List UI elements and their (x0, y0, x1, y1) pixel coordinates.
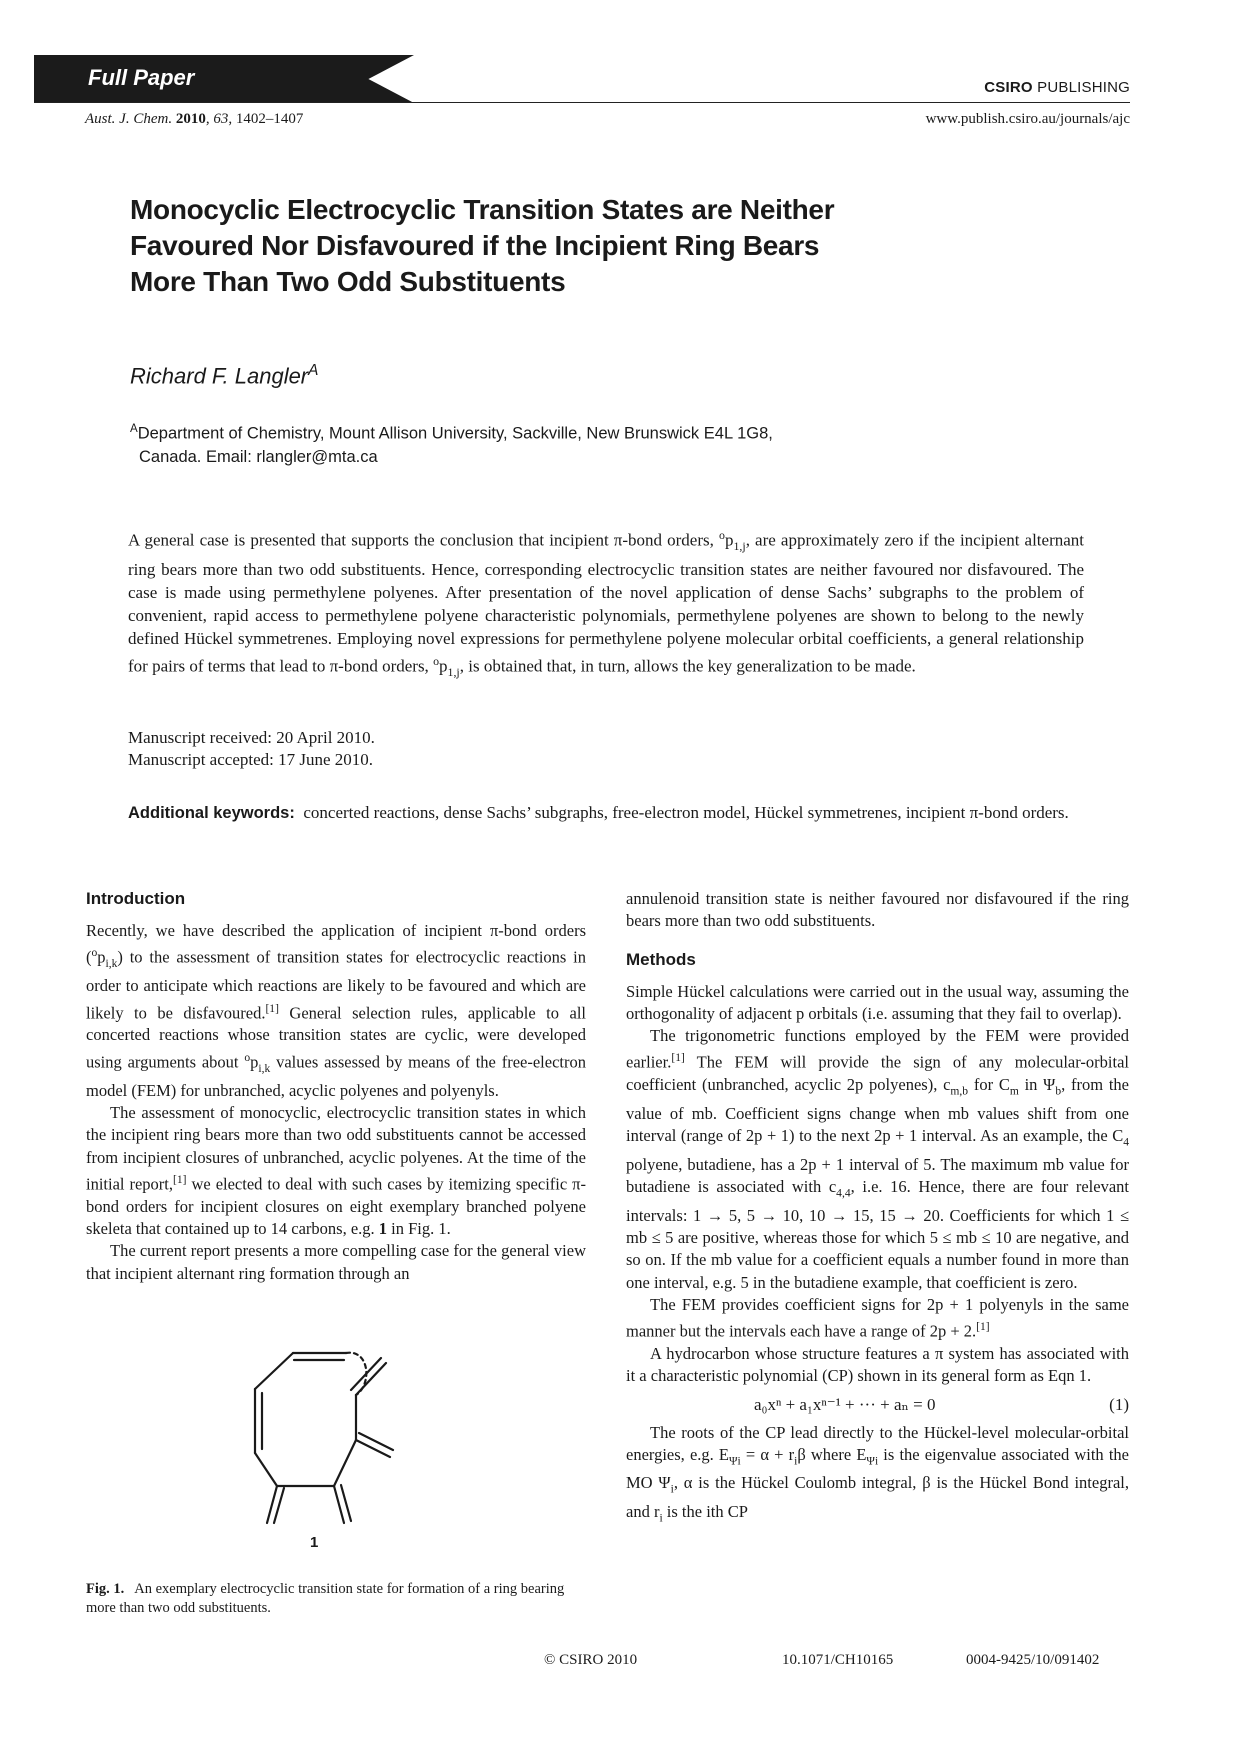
bond (359, 1433, 393, 1450)
text: The FEM provides coefficient signs for 2p + 1 polyenyls in the same manner but the intervals each have a range of 2p + 2. (626, 1294, 1129, 1341)
accepted-date: Manuscript accepted: 17 June 2010. (128, 750, 374, 769)
methods-heading: Methods (626, 949, 696, 969)
spacer (626, 933, 1129, 949)
text: ) to the assessment of transition states for electrocyclic reactions in order to anticipate which reactions are likely to be favoured and which are likely to be disfavoured. (86, 947, 586, 1023)
symbol-sup: o (719, 528, 725, 542)
text: values assessed by means of the free-electron model (FEM) for unbranched, acyclic polyenes and polyenyls. (86, 1052, 586, 1100)
text: is the ith CP (662, 1502, 748, 1522)
subscript: m (1009, 1085, 1019, 1098)
keywords-label: Additional keywords: (128, 804, 295, 822)
subscript: b (1055, 1085, 1062, 1098)
journal-citation: Aust. J. Chem. 2010, 63, 1402–1407 (85, 111, 304, 127)
subscript: i (670, 1483, 674, 1496)
footer-issn: 0004-9425/10/091402 (966, 1652, 1100, 1668)
symbol-sub: i,k (258, 1062, 271, 1075)
author-mark: A (308, 362, 319, 379)
figure-caption (86, 1580, 586, 1618)
title-line: Favoured Nor Disfavoured if the Incipient Ring Bears (130, 230, 820, 261)
article-title (130, 192, 890, 300)
left-column (86, 888, 586, 1285)
keywords-text: concerted reactions, dense Sachs’ subgraphs, free-electron model, Hückel symmetrenes, incipient π-bond orders. (303, 803, 1069, 822)
author-name (130, 362, 318, 389)
journal-volume: 63 (213, 111, 229, 127)
symbol-sub: 1,j (447, 665, 460, 680)
footer-copyright: © CSIRO 2010 (544, 1652, 638, 1668)
text: , α is the Hückel Coulomb integral, β is the Hückel Bond integral, and r (626, 1473, 1129, 1522)
text: in Ψ (1018, 1075, 1056, 1095)
affiliation-line: Canada. Email: rlangler@mta.ca (139, 447, 378, 466)
figure-1-structure (250, 1345, 420, 1525)
text: we elected to deal with such cases by itemizing specific π-bond orders for incipient closures on eight exemplary branched polyene skeleta that contained up to 14 carbons, e.g. (86, 1174, 586, 1239)
symbol-p: p (724, 530, 734, 550)
affiliation-mark: A (130, 423, 138, 435)
compound-ref: 1 (378, 1219, 388, 1239)
keywords (128, 801, 1086, 825)
symbol-sup: o (433, 654, 440, 669)
equation-expression: a₀xⁿ + a₁xⁿ⁻¹ + ··· + aₙ = 0 (754, 1394, 936, 1414)
paper-type-label: Full Paper (88, 65, 195, 90)
text: , i.e. 16. Hence, there are four relevant intervals: 1 → 5, 5 → 10, 10 → 15, 15 → 20. Coefficients for which 1 ≤ mb ≤ 5 are positive, whereas those for which 5 ≤ mb ≤ 10 are negative, and so on. If the mb value for a coefficient equals a number found in more than one interval, e.g. 5 in the butadiene example, that coefficient is zero. (626, 1177, 1129, 1292)
text: The assessment of monocyclic, electrocyclic transition states in which the incipient ring bears more than two odd substituents cannot be accessed from incipient closures of unbranched, acyclic polyenes. At the time of the initial report, (86, 1103, 586, 1194)
subscript: i (659, 1512, 663, 1525)
equation-number: (1) (1109, 1394, 1129, 1414)
text: , from the value of mb. Coefficient signs change when mb values shift from one interval (range of 2p + 1) to the next 2p + 1 interval. As an example, the C (626, 1075, 1130, 1146)
paragraph (626, 1294, 1129, 1343)
journal-name: Aust. J. Chem. (85, 111, 173, 127)
text: in Fig. 1. (387, 1219, 451, 1239)
forming-bond (346, 1353, 366, 1395)
paragraph (86, 1102, 586, 1240)
subscript: i (794, 1455, 798, 1468)
publisher-rest: PUBLISHING (1032, 79, 1130, 96)
symbol-sup: o (244, 1051, 251, 1064)
compound-label: 1 (310, 1534, 319, 1551)
publisher-bold: CSIRO (984, 79, 1033, 96)
paragraph (86, 920, 586, 1102)
paragraph (626, 1025, 1129, 1294)
subscript: 4,4 (836, 1187, 851, 1200)
abstract-text: , are approximately zero if the incipient alternant ring bears more than two odd substituents. Hence, corresponding electrocyclic transition states are neither favoured nor disfavoured. The case is made using permethylene polyenes. After presentation of the novel application of dense Sachs’ subgraphs to the problem of convenient, rapid access to permethylene polyene characteristic polynomials, permethylene polyenes are shown to belong to the newly defined Hückel symmetrenes. Employing novel expressions for permethylene polyene molecular orbital coefficients, a general relationship for pairs of terms that lead to π-bond orders, (128, 530, 1084, 676)
publisher-name (984, 79, 1130, 96)
text: for C (968, 1075, 1010, 1095)
introduction-heading: Introduction (86, 889, 186, 908)
text: General selection rules, applicable to all concerted reactions whose transition states are cyclic, were developed using arguments about (86, 1003, 586, 1072)
journal-url[interactable]: www.publish.csiro.au/journals/ajc (925, 111, 1130, 127)
text: The FEM will provide the sign of any molecular-orbital coefficient (unbranched, acyclic 2p polyenes), c (626, 1052, 1129, 1095)
paragraph: annulenoid transition state is neither favoured nor disfavoured if the ring bears more than two odd substituents. (626, 889, 1129, 931)
symbol-p: p (439, 656, 448, 676)
header-rule (34, 102, 1130, 103)
journal-year: 2010 (175, 111, 206, 127)
abstract-text: , is obtained that, in turn, allows the key generalization to be made. (459, 656, 916, 676)
subscript: m,b (950, 1085, 969, 1098)
text: = α + r (740, 1444, 795, 1464)
equation-1 (626, 1388, 1129, 1422)
symbol-sub: 1,j (733, 539, 746, 554)
symbol-p: p (97, 947, 106, 967)
text: is the eigenvalue associated with the MO Ψ (626, 1444, 1129, 1493)
journal-pages: 1402–1407 (235, 111, 304, 127)
reference-link[interactable]: [1] (265, 1002, 279, 1015)
reference-link[interactable]: [1] (976, 1321, 990, 1334)
footer-doi[interactable]: 10.1071/CH10165 (782, 1652, 894, 1668)
subscript: 4 (1123, 1136, 1129, 1149)
text: polyene, butadiene, has a 2p + 1 interval of 5. The maximum mb value for butadiene is associated with c (626, 1154, 1129, 1197)
received-date: Manuscript received: 20 April 2010. (128, 728, 375, 747)
subscript: Ψi (729, 1455, 741, 1468)
affiliation-line: Department of Chemistry, Mount Allison University, Sackville, New Brunswick E4L 1G8, (137, 424, 773, 443)
text: The roots of the CP lead directly to the Hückel-level molecular-orbital energies, e.g. E (626, 1422, 1129, 1464)
symbol-sub: i,k (105, 958, 118, 971)
text: Recently, we have described the application of incipient π-bond orders ( (86, 921, 586, 967)
bond (356, 1440, 390, 1457)
paragraph: The current report presents a more compelling case for the general view that incipient alternant ring formation through an (86, 1241, 586, 1283)
paragraph (626, 1422, 1129, 1530)
caption-text: An exemplary electrocyclic transition state for formation of a ring bearing more than two odd substituents. (86, 1581, 565, 1616)
reference-link[interactable]: [1] (671, 1052, 685, 1065)
caption-label: Fig. 1. (86, 1581, 125, 1597)
abstract (128, 524, 1084, 684)
reference-link[interactable]: [1] (173, 1174, 187, 1187)
text: The trigonometric functions employed by the FEM were provided earlier. (626, 1026, 1129, 1072)
symbol-p: p (250, 1052, 259, 1072)
symbol-sup: o (91, 947, 98, 960)
abstract-text: A general case is presented that supports the conclusion that incipient π-bond orders, (128, 530, 719, 550)
text: β where E (797, 1444, 867, 1464)
bond (255, 1353, 293, 1389)
right-column (626, 888, 1129, 1530)
author-text: Richard F. Langler (130, 363, 309, 389)
paragraph: Simple Hückel calculations were carried out in the usual way, assuming the orthogonality of adjacent p orbitals (i.e. assuming that they fail to overlap). (626, 981, 1129, 1023)
bond (334, 1440, 356, 1486)
subscript: Ψi (866, 1455, 879, 1468)
title-line: Monocyclic Electrocyclic Transition States are Neither (130, 194, 835, 225)
affiliation (130, 418, 890, 469)
title-line: More Than Two Odd Substituents (130, 266, 566, 297)
manuscript-dates (128, 727, 375, 771)
bond (255, 1453, 277, 1486)
paragraph: A hydrocarbon whose structure features a π system has associated with it a characteristic polynomial (CP) shown in its general form as Eqn 1. (626, 1343, 1129, 1386)
